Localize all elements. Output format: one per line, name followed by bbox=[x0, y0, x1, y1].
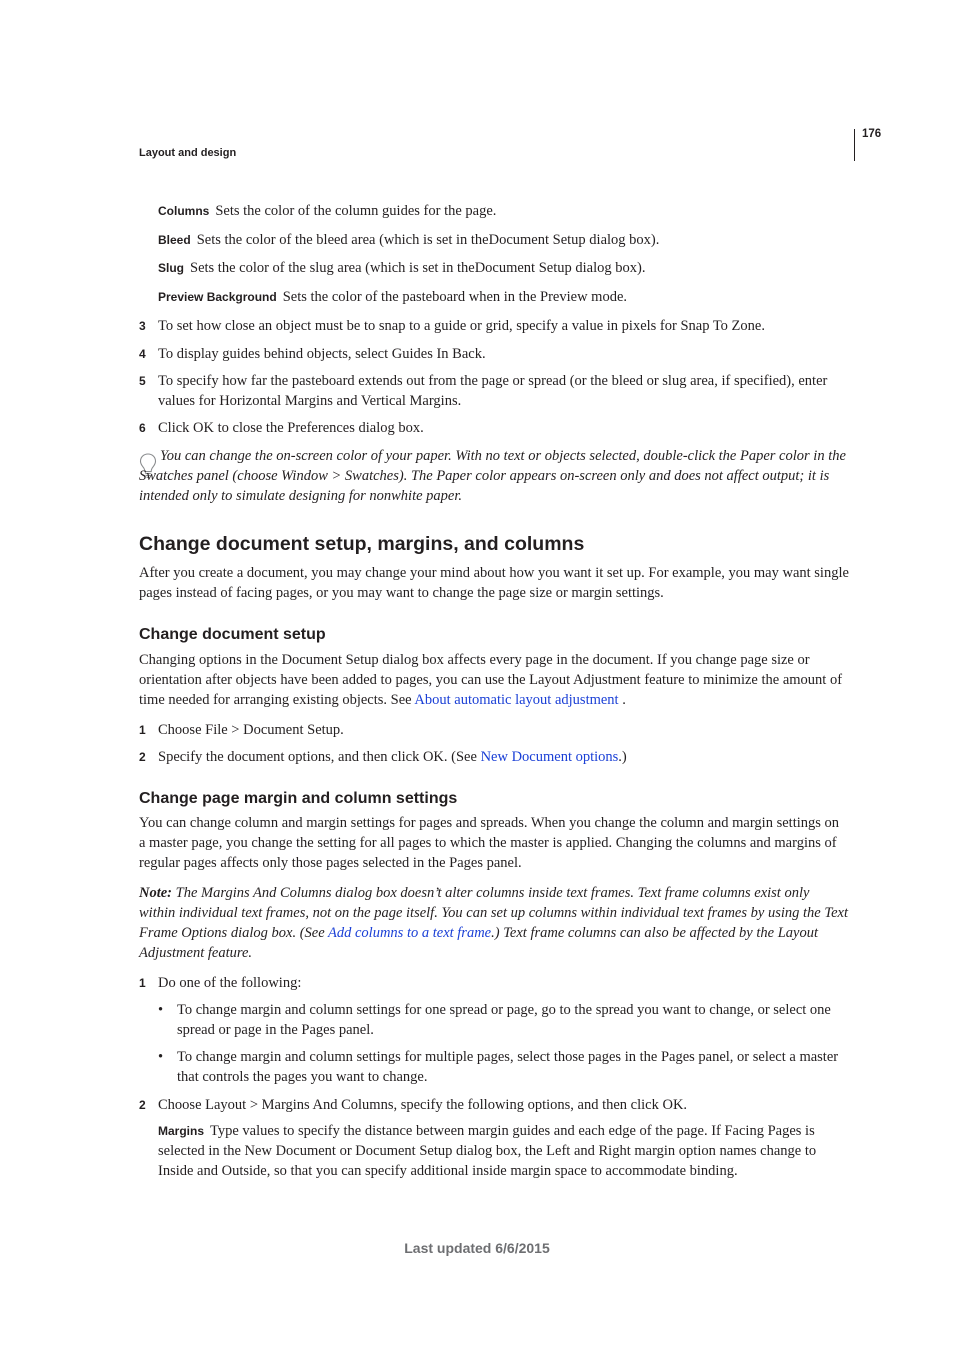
step-number: 3 bbox=[139, 319, 146, 333]
subsection-heading-setup: Change document setup bbox=[139, 626, 326, 643]
note-label: Note: bbox=[139, 885, 173, 901]
step-text: Click OK to close the Preferences dialog box. bbox=[158, 420, 424, 436]
subsection-heading-margins: Change page margin and column settings bbox=[139, 790, 458, 807]
bullet-text: To change margin and column settings for multiple pages, select those pages in the Pages panel, or select a master that controls the pages you want to change. bbox=[177, 1049, 839, 1085]
step-item bbox=[139, 1095, 849, 1115]
setup-body-text: Changing options in the Document Setup dialog box affects every page in the document. If you change page size or orientation after objects have been added to pages, you can use the Layout Adjustment feature to minimize the amount of time needed for arranging existing objects. See bbox=[139, 652, 843, 708]
step-text: To set how close an object must be to snap to a guide or grid, specify a value in pixels for Snap To Zone. bbox=[158, 318, 765, 334]
definition-term: Bleed bbox=[158, 233, 191, 247]
step-item bbox=[139, 973, 849, 993]
step-text bbox=[158, 747, 849, 767]
definition-bleed bbox=[158, 230, 848, 250]
step-item bbox=[139, 418, 849, 438]
definition-slug bbox=[158, 258, 848, 278]
step-number: 1 bbox=[139, 976, 146, 990]
step-number: 1 bbox=[139, 723, 146, 737]
bullet-item bbox=[158, 1047, 849, 1087]
section-intro: After you create a document, you may change your mind about how you want it set up. For example, you may want single pages instead of facing pages, or you may want to change the page size or margin settings. bbox=[139, 565, 849, 601]
note-text: The Margins And Columns dialog box doesn’t alter columns inside text frames. Text frame columns exist only within individual text frames, not on the page itself. You can set up columns within individual text frames by using the Text Frame Options dialog box. (See bbox=[139, 885, 848, 941]
setup-body bbox=[139, 650, 849, 710]
definition-term: Columns bbox=[158, 204, 210, 218]
definition-text: Sets the color of the column guides for the page. bbox=[215, 203, 497, 219]
step-item bbox=[139, 316, 849, 336]
step-number: 6 bbox=[139, 421, 146, 435]
header-rule bbox=[854, 129, 855, 161]
step-text: To specify how far the pasteboard extends out from the page or spread (or the bleed or slug area, if specified), enter values for Horizontal Margins and Vertical Margins. bbox=[158, 373, 828, 409]
bullet-dot: • bbox=[158, 1002, 164, 1018]
bullet-dot: • bbox=[158, 1049, 164, 1065]
step-text: Choose File > Document Setup. bbox=[158, 722, 344, 738]
step-number: 2 bbox=[139, 750, 146, 764]
step-item bbox=[139, 371, 849, 411]
step-number: 4 bbox=[139, 347, 146, 361]
step-text-start: Specify the document options, and then click OK. (See bbox=[158, 749, 481, 765]
step-item bbox=[139, 720, 849, 740]
note-text-end: .) Text frame columns can also be affected by the Layout Adjustment feature. bbox=[139, 925, 818, 961]
bullet-text: To change margin and column settings for one spread or page, go to the spread you want to change, or select one spread or page in the Pages panel. bbox=[177, 1002, 831, 1038]
running-head: Layout and design bbox=[139, 147, 237, 159]
tip-text: You can change the on-screen color of your paper. With no text or objects selected, double-click the Paper color in the Swatches panel (choose Window > Swatches). The Paper color appears on-screen only and does not affect output; it is intended only to simulate designing for nonwhite paper. bbox=[139, 448, 846, 504]
step-text: Do one of the following: bbox=[158, 975, 302, 991]
definition-text: Sets the color of the slug area (which is set in theDocument Setup dialog box). bbox=[190, 260, 646, 276]
definition-margins bbox=[158, 1121, 848, 1181]
definition-text: Sets the color of the pasteboard when in the Preview mode. bbox=[282, 289, 628, 305]
footer-last-updated: Last updated 6/6/2015 bbox=[404, 1240, 550, 1256]
step-text-end: .) bbox=[618, 749, 627, 765]
step-text: To display guides behind objects, select Guides In Back. bbox=[158, 346, 486, 362]
definition-columns bbox=[158, 201, 848, 221]
about-layout-adjustment-link[interactable]: About automatic layout adjustment bbox=[414, 692, 619, 708]
definition-term: Slug bbox=[158, 261, 184, 275]
step-item bbox=[139, 747, 849, 767]
section-heading: Change document setup, margins, and columns bbox=[139, 533, 585, 555]
setup-body-end: . bbox=[618, 692, 626, 708]
definition-preview-background bbox=[158, 287, 848, 307]
new-document-options-link[interactable]: New Document options bbox=[480, 749, 619, 765]
definition-term: Margins bbox=[158, 1124, 205, 1138]
margins-body: You can change column and margin settings for pages and spreads. When you change the column and margin settings on a master page, you change the setting for all pages to which the master is applied. Changing the columns and margins of regular pages affects only those pages selected in the Pages panel. bbox=[139, 815, 840, 871]
definition-term: Preview Background bbox=[158, 290, 277, 304]
bullet-item bbox=[158, 1000, 849, 1040]
add-columns-link[interactable]: Add columns to a text frame bbox=[328, 925, 492, 941]
step-text: Choose Layout > Margins And Columns, specify the following options, and then click OK. bbox=[158, 1097, 688, 1113]
step-number: 2 bbox=[139, 1098, 146, 1112]
step-item bbox=[139, 344, 849, 364]
step-number: 5 bbox=[139, 374, 146, 388]
page-number: 176 bbox=[862, 128, 882, 140]
margins-note bbox=[139, 883, 849, 963]
definition-text: Sets the color of the bleed area (which is set in theDocument Setup dialog box). bbox=[196, 232, 660, 248]
definition-text: Type values to specify the distance between margin guides and each edge of the page. If Facing Pages is selected in the New Document or Document Setup dialog box, the Left and Right margin option names change to Inside and Outside, so that you can specify additional inside margin space to accommodate binding. bbox=[158, 1123, 817, 1179]
